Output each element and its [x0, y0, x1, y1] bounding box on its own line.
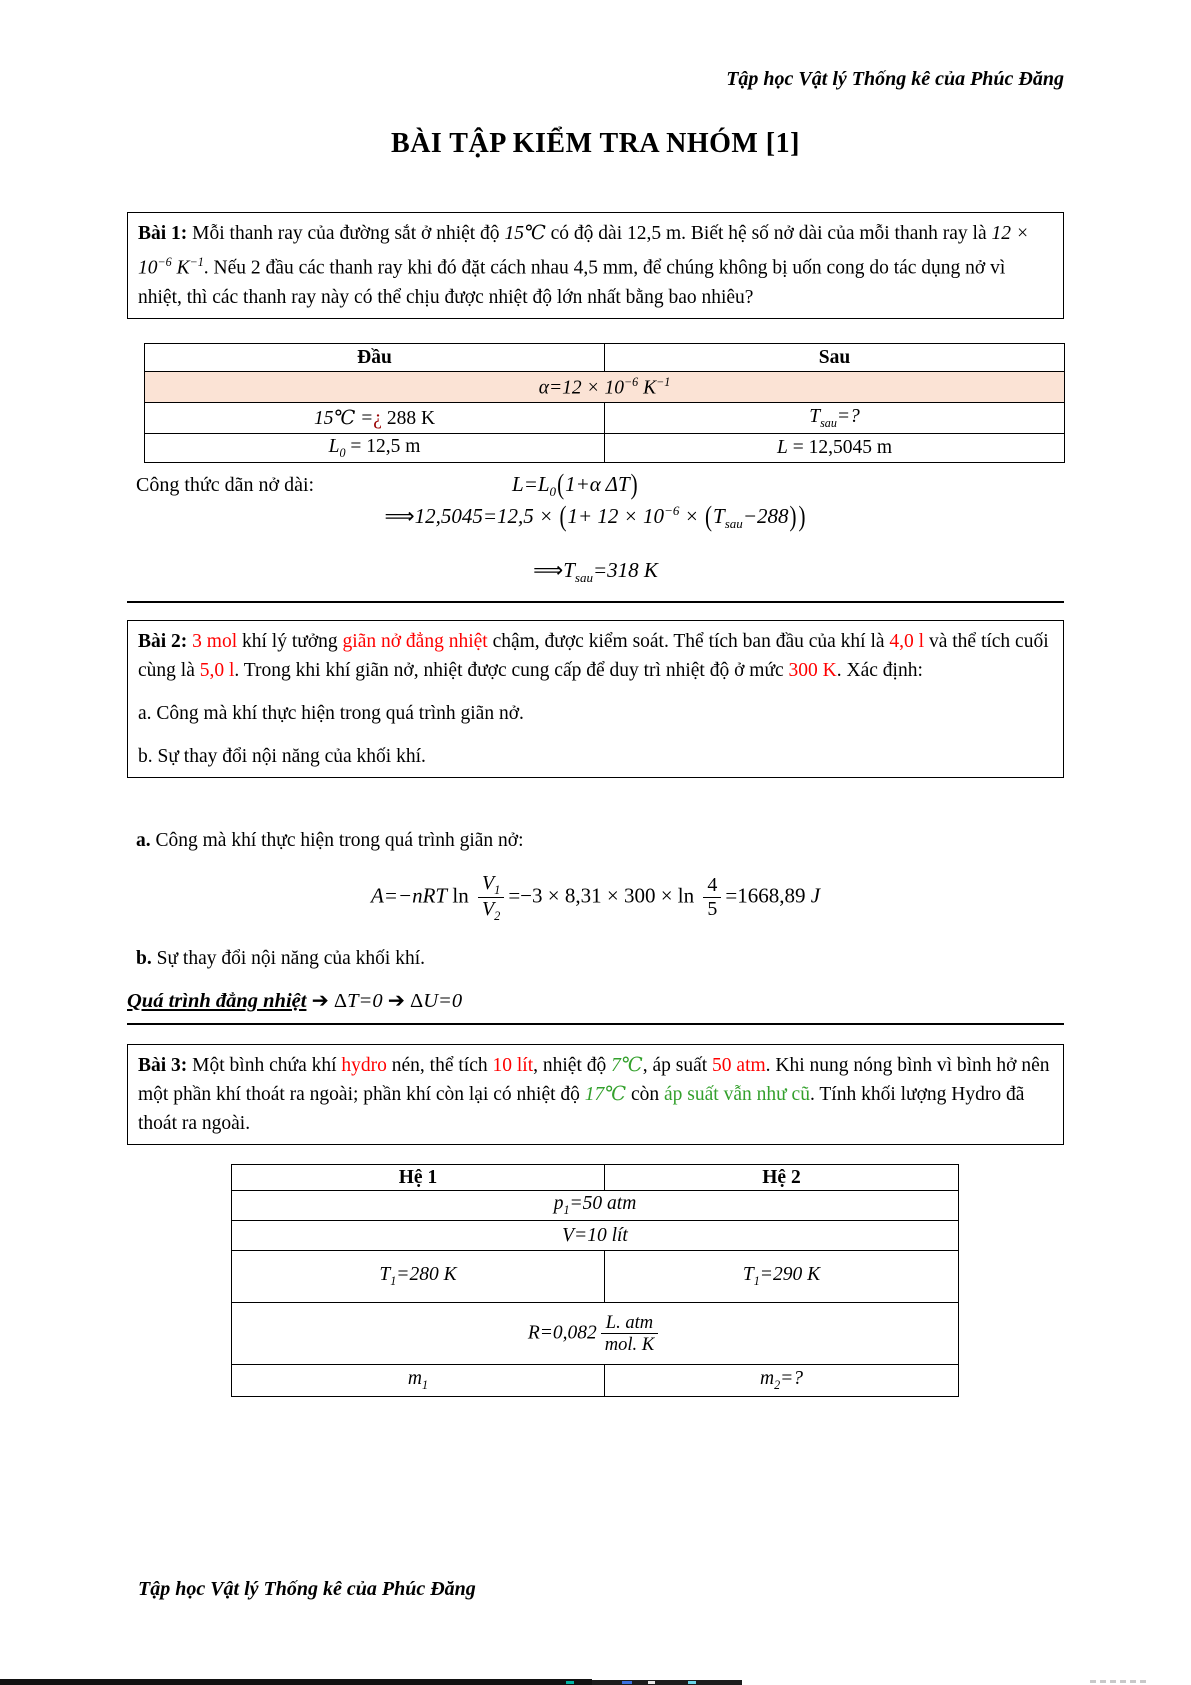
- table-row: [145, 403, 1065, 434]
- section-divider: [127, 601, 1064, 603]
- taskbar-sliver: [0, 1678, 1191, 1685]
- taskbar-white-speck: [648, 1681, 655, 1684]
- problem-2-text: Bài 2: 3 mol khí lý tưởng giãn nở đẳng nhiệt chậm, được kiểm soát. Thể tích ban đầu của khí là 4,0 l và thể tích cuối cùng là 5,0 l. Trong khi khí giãn nở, nhiệt được cung cấp để duy trì nhiệt độ ở mức 300 K. Xác định:: [138, 631, 1049, 681]
- taskbar-cyan-speck: [688, 1681, 696, 1684]
- table2-temp2-cell: $T_1=290$ K: [605, 1251, 959, 1303]
- taskbar-teal-speck: [566, 1681, 574, 1684]
- table1-header-dau: Đầu: [145, 344, 605, 372]
- equation-substitution: ⟹12,5045=12,5 × $(1+ 12 \times 10^{-6} \times (T_{sau}-288))$: [384, 499, 806, 533]
- table1-alpha-cell: $\alpha=12 \times 10^{-6}$ $K^{-1}$: [145, 372, 1065, 403]
- page-footer: Tập học Vật lý Thống kê của Phúc Đăng: [138, 1578, 476, 1600]
- problem-1-table: [144, 343, 1065, 463]
- table-row: [232, 1191, 959, 1221]
- taskbar-mid-segment: [592, 1680, 742, 1685]
- table-row: [232, 1251, 959, 1303]
- table2-gas-constant-cell: R=0,082 $\frac{\text{L. atm}}{\text{mol. K}}$: [232, 1303, 959, 1365]
- table-row: [232, 1221, 959, 1251]
- problem-2-item-b: b. Sự thay đổi nội năng của khối khí.: [138, 746, 426, 767]
- table1-cell-length-final: L = 12,5045 m: [605, 434, 1065, 463]
- solution-a-heading: a. Công mà khí thực hiện trong quá trình giãn nở:: [136, 830, 524, 851]
- problem-2-item-a: a. Công mà khí thực hiện trong quá trình giãn nở.: [138, 703, 524, 724]
- taskbar-gray-dashes: [1090, 1680, 1146, 1683]
- taskbar-blue-speck: [622, 1681, 632, 1684]
- table-row: [145, 372, 1065, 403]
- equation-result-tsau: $⟹T_{sau}=318$ K: [533, 558, 658, 586]
- page-header: Tập học Vật lý Thống kê của Phúc Đăng: [726, 68, 1064, 90]
- problem-1-text: Bài 1: Mỗi thanh ray của đường sắt ở nhiệt độ 15℃ có độ dài 12,5 m. Biết hệ số nở dài của mỗi thanh ray là $12 \times 10^{-6}$ $K^{-1}$. Nếu 2 đầu các thanh ray khi đó đặt cách nhau 4,5 mm, để chúng không bị uốn cong do tác dụng nở vì nhiệt, thì các thanh ray này có thể chịu được nhiệt độ lớn nhất bằng bao nhiêu?: [138, 223, 1030, 308]
- problem-2-box: [127, 620, 1064, 778]
- table1-cell-temp-initial: 15℃ =¿ 288 K: [145, 403, 605, 434]
- table2-temp1-cell: $T_1=280$ K: [232, 1251, 605, 1303]
- table2-mass1-cell: $m_1$: [232, 1365, 605, 1397]
- page-title: BÀI TẬP KIỂM TRA NHÓM [1]: [391, 128, 800, 159]
- isothermal-process-note: Quá trình đẳng nhiệt ➔ ΔT=0 ➔ ΔU=0: [127, 988, 1064, 1025]
- table-row: [232, 1365, 959, 1397]
- problem-3-box: [127, 1044, 1064, 1145]
- table-row: [145, 344, 1065, 372]
- table2-volume-cell: V=10 lít: [232, 1221, 959, 1251]
- table2-header-he2: Hệ 2: [605, 1165, 959, 1191]
- table-row: [232, 1303, 959, 1365]
- problem-3-text: Bài 3: Một bình chứa khí hydro nén, thể tích 10 lít, nhiệt độ 7℃, áp suất 50 atm. Khi nung nóng bình vì bình hở nên một phần khí thoát ra ngoài; phần khí còn lại có nhiệt độ 17℃ còn áp suất vẫn như cũ. Tính khối lượng Hydro đã thoát ra ngoài.: [138, 1055, 1050, 1134]
- problem-1-box: [127, 212, 1064, 319]
- dilation-formula-label: Công thức dãn nở dài:: [136, 474, 315, 496]
- table2-mass2-cell: $m_2=$?: [605, 1365, 959, 1397]
- table2-header-he1: Hệ 1: [232, 1165, 605, 1191]
- table2-pressure-cell: $p_1=50$ atm: [232, 1191, 959, 1221]
- table-row: [232, 1165, 959, 1191]
- table1-cell-temp-final: $T_{sau}=$?: [605, 403, 1065, 434]
- dilation-formula: $L=L_0(1+\alpha$ ΔT): [512, 467, 638, 501]
- table1-cell-length-initial: $L_0 = 12,5$ m: [145, 434, 605, 463]
- taskbar-dark-segment: [0, 1679, 592, 1685]
- equation-work-done: A=−nRT ln $\frac{V_1}{V_2}$ =−3 × 8,31 × 300 × ln $\frac{4}{5}$ =1668,89 J: [370, 872, 821, 924]
- solution-b-heading: b. Sự thay đổi nội năng của khối khí.: [136, 948, 425, 969]
- problem-3-table: [231, 1164, 959, 1397]
- table-row: [145, 434, 1065, 463]
- table1-header-sau: Sau: [605, 344, 1065, 372]
